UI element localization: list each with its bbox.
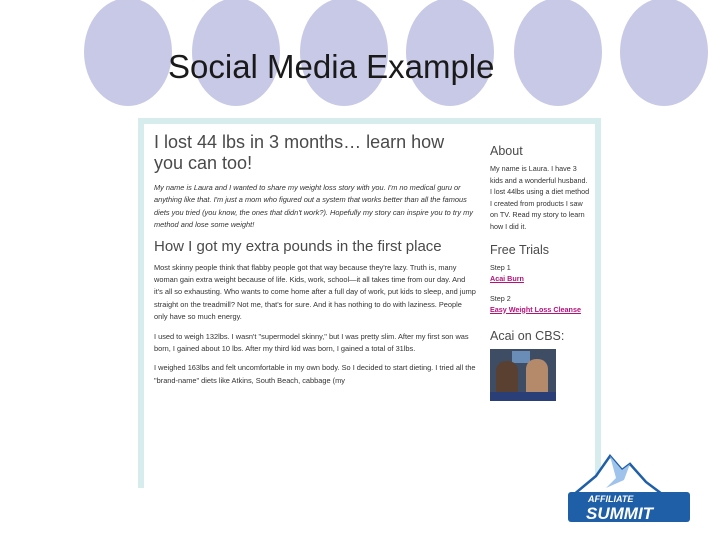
acai-burn-link[interactable]: Acai Burn [490, 273, 524, 283]
acai-cbs-heading: Acai on CBS: [490, 328, 565, 343]
cbs-video-thumbnail[interactable] [490, 349, 556, 401]
blog-page [144, 124, 595, 488]
decor-circle-1 [84, 0, 172, 106]
free-trials-heading: Free Trials [490, 242, 550, 257]
video-news-bar [490, 392, 556, 401]
video-anchor-figure [496, 361, 518, 393]
decor-circle-5 [514, 0, 602, 106]
blog-intro: My name is Laura and I wanted to share my weight loss story with you. I'm no medical guru or anything like that. I'm just a mom who figured out a system that works better than all the famous diets you tried (you know, the ones that didn't work?). Hopefully my story can inspire you to try my method and lose some weight! [154, 183, 473, 230]
slide-title: Social Media Example [168, 48, 495, 85]
about-text: My name is Laura. I have 3 kids and a wonderful husband. I lost 44lbs using a diet method I created from products I saw on TV. Read my story to learn how I did it. [490, 164, 590, 231]
decor-circle-6 [620, 0, 708, 106]
video-background-screen [512, 351, 530, 363]
blog-paragraph: I used to weigh 132lbs. I wasn't "supermodel skinny," but I was pretty slim. After my first son was born, I gained about 10 lbs. After my third kid was born, I gained a total of 31lbs. [154, 331, 469, 354]
step2-label: Step 2 [490, 293, 511, 303]
blog-screenshot [138, 118, 601, 488]
logo-line2: SUMMIT [586, 504, 654, 523]
about-heading: About [490, 144, 523, 158]
blog-paragraph: I weighed 163lbs and felt uncomfortable in my own body. So I decided to start dieting. I tried all the "brand-name" diets like Atkins, South Beach, cabbage (my [154, 363, 476, 385]
step1-label: Step 1 [490, 262, 511, 272]
blog-paragraph: Most skinny people think that flabby people got that way because they're lazy. Truth is, many woman gain extra weight because of life. Kids, work, school—it all takes time from our day. And it's all so exhausting. Who wants to come home after a full day of work, put kids to sleep, and jump straight on the treadmill? Not me, that's for sure. And it has nothing to do with laziness. People only have so much energy. [154, 262, 476, 322]
blog-headline: I lost 44 lbs in 3 months… learn how you can too! [154, 132, 445, 173]
video-anchor-figure [526, 359, 548, 393]
blog-sidebar [490, 144, 590, 401]
weight-loss-cleanse-link[interactable]: Easy Weight Loss Cleanse [490, 304, 581, 314]
logo-line1: AFFILIATE [588, 494, 634, 504]
blog-subheading: How I got my extra pounds in the first place [154, 237, 442, 255]
blog-main-column [154, 132, 476, 394]
affiliate-summit-logo [566, 448, 692, 526]
